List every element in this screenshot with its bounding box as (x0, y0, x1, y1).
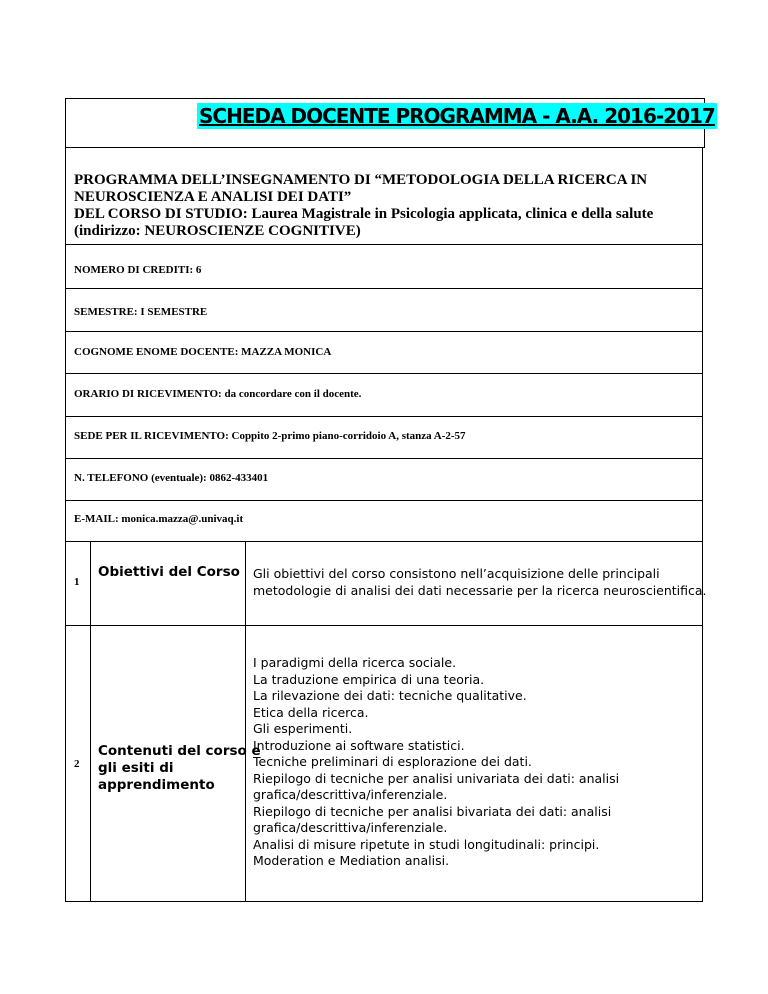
row-divider (65, 416, 703, 417)
label-line: Contenuti del corso e (98, 743, 261, 759)
row-number: 1 (74, 576, 80, 588)
semester-field: SEMESTRE: I SEMESTRE (74, 306, 208, 318)
row-divider (65, 541, 703, 542)
text-line: grafica/descrittiva/inferenziale. (253, 820, 448, 835)
row-label-contents (98, 743, 261, 794)
text-line: metodologie di analisi dei dati necessarie per la ricerca neuroscientifica. (253, 582, 707, 598)
label-line: apprendimento (98, 777, 215, 793)
row-divider (65, 244, 703, 245)
row-label-objectives: Obiettivi del Corso (98, 564, 240, 580)
text-line: grafica/descrittiva/inferenziale. (253, 787, 448, 802)
text-line: Etica della ricerca. (253, 704, 369, 720)
document-title: SCHEDA DOCENTE PROGRAMMA - A.A. 2016-2017 (199, 104, 715, 128)
text-line: Gli obiettivi del corso consistono nell’acquisizione delle principali (253, 566, 660, 581)
text-line: Gli esperimenti. (253, 721, 353, 736)
office-location-field: SEDE PER IL RICEVIMENTO: Coppito 2-primo piano-corridoio A, stanza A-2-57 (74, 430, 466, 442)
column-divider (245, 541, 246, 901)
row-divider (65, 373, 703, 374)
program-line: PROGRAMMA DELL’INSEGNAMENTO DI “METODOLOGIA DELLA RICERCA IN (74, 172, 648, 188)
program-line: (indirizzo: NEUROSCIENZE COGNITIVE) (74, 223, 361, 239)
text-line: Riepilogo di tecniche per analisi bivariata dei dati: analisi (253, 803, 612, 819)
credits-field: NOMERO DI CREDITI: 6 (74, 264, 202, 276)
phone-field: N. TELEFONO (eventuale): 0862-433401 (74, 472, 269, 484)
text-line: Introduzione ai software statistici. (253, 737, 465, 753)
text-line: La traduzione empirica di una teoria. (253, 671, 485, 687)
column-divider (90, 541, 91, 901)
text-line: Tecniche preliminari di esplorazione dei dati. (253, 754, 532, 769)
email-field: E-MAIL: monica.mazza@.univaq.it (74, 513, 244, 525)
row-number: 2 (74, 758, 80, 770)
text-line: Analisi di misure ripetute in studi longitudinali: principi. (253, 836, 600, 852)
program-line: DEL CORSO DI STUDIO: Laurea Magistrale in Psicologia applicata, clinica e della salute (74, 206, 654, 222)
program-heading (74, 172, 699, 240)
program-line: NEUROSCIENZA E ANALISI DEI DATI” (74, 189, 352, 205)
text-line: Moderation e Mediation analisi. (253, 853, 450, 868)
text-line: I paradigmi della ricerca sociale. (253, 655, 457, 670)
row-divider (65, 331, 703, 332)
text-line: Riepilogo di tecniche per analisi univariata dei dati: analisi (253, 770, 620, 786)
contents-text (253, 655, 619, 870)
row-divider (65, 500, 703, 501)
row-divider (65, 458, 703, 459)
text-line: La rilevazione dei dati: tecniche qualitative. (253, 688, 527, 703)
office-hours-field: ORARIO DI RICEVIMENTO: da concordare con il docente. (74, 388, 362, 400)
row-divider (65, 625, 703, 626)
teacher-field: COGNOME ENOME DOCENTE: MAZZA MONICA (74, 346, 332, 358)
label-line: gli esiti di (98, 760, 174, 776)
objectives-text (253, 566, 707, 599)
row-divider (65, 288, 703, 289)
